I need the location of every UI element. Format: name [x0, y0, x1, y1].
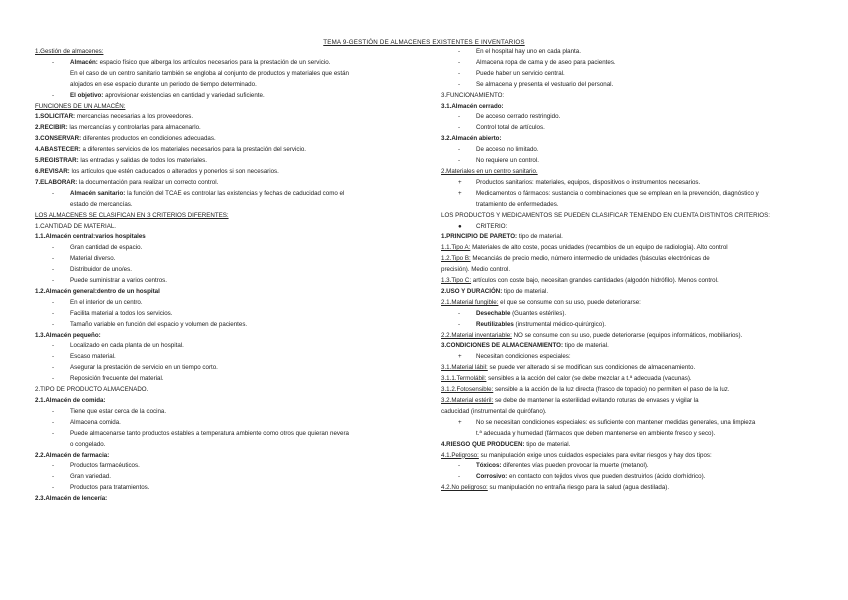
text-line	[441, 167, 813, 178]
text-span: En el hospital hay uno en cada planta.	[476, 48, 581, 55]
list-item	[441, 309, 813, 320]
text-line	[35, 80, 425, 91]
bold-text: 3.2.Almacén abierto:	[441, 135, 502, 143]
bullet-marker: -	[458, 58, 461, 66]
text-line	[441, 265, 813, 276]
text-line	[441, 341, 813, 352]
text-line	[441, 374, 813, 385]
text-span: 1.CANTIDAD DE MATERIAL.	[35, 222, 117, 230]
text-line	[35, 331, 425, 342]
text-line	[441, 363, 813, 374]
text-span: Reposición frecuente del material.	[70, 375, 164, 383]
text-span: el que se consume con su uso, puede deteriorarse:	[498, 298, 641, 306]
list-item	[35, 243, 425, 254]
text-line	[35, 102, 425, 113]
text-span: Puede almacenarse tanto productos estables a temperatura ambiente como otros que quieran nevera	[70, 429, 349, 437]
text-line	[35, 69, 425, 80]
text-span: No se necesitan condiciones especiales: es suficiente con mantener medidas generales, una limpieza	[476, 418, 756, 426]
bold-text: dentro de un hospital	[96, 287, 160, 295]
text-span: Tamaño variable en función del espacio y volumen de pacientes.	[70, 320, 248, 328]
underlined-text: 1.2.Tipo B:	[441, 255, 471, 263]
text-span: precisión). Medio control.	[441, 266, 511, 274]
bold-text: 3.CONSERVAR:	[35, 135, 82, 143]
bullet-marker: -	[52, 342, 55, 350]
underlined-text: 3.1.2.Fotosensible:	[441, 386, 494, 394]
text-span: caducidad (instrumental de quirófano).	[441, 407, 547, 415]
list-item	[441, 47, 813, 58]
right-column	[441, 47, 813, 494]
text-span: tipo de material.	[563, 342, 609, 350]
bullet-marker: -	[52, 58, 55, 66]
text-span: artículos con coste bajo, necesitan grandes cantidades (algodón hidrófilo). Menos control.	[471, 277, 719, 285]
text-line	[35, 222, 425, 233]
bold-text: Tóxicos:	[476, 462, 502, 470]
text-span: Mecanciás de precio medio, número intermedio de unidades (básculas electrónicas de	[470, 255, 710, 263]
list-item	[35, 298, 425, 309]
bullet-marker: -	[52, 320, 55, 328]
underlined-text: 4.2.No peligroso:	[441, 484, 488, 492]
bullet-marker: -	[458, 309, 461, 317]
text-span: (Guantes estériles).	[510, 309, 567, 317]
underlined-text: 1.1.Tipo A:	[441, 244, 471, 252]
underlined-text: 1.3.Tipo C:	[441, 277, 472, 285]
text-line	[35, 112, 425, 123]
text-line	[441, 429, 813, 440]
list-item	[441, 222, 813, 233]
text-span: Control total de artículos.	[476, 124, 545, 132]
list-item	[441, 178, 813, 189]
underlined-text: 3.1.Material lábil:	[441, 364, 488, 372]
bold-text: 2.1.Almacén de comida:	[35, 397, 106, 404]
bold-text: Almacén sanitario:	[70, 189, 126, 197]
text-line	[441, 211, 813, 222]
bold-text: El objetivo:	[70, 91, 104, 99]
bold-text: Corrosivo:	[476, 473, 508, 481]
text-span: Productos para tratamientos.	[70, 484, 150, 492]
text-span: Gran variedad.	[70, 473, 111, 481]
underlined-text: 2.1.Material fungible:	[441, 298, 499, 306]
text-span: aprovisionar existencias en cantidad y variedad suficiente.	[103, 91, 265, 99]
text-line	[35, 232, 425, 243]
list-item	[35, 429, 425, 440]
bullet-marker: -	[52, 375, 55, 383]
bullet-marker: -	[458, 69, 461, 77]
bold-text: 1.SOLICITAR:	[35, 113, 76, 121]
text-span: 3.FUNCIONAMIENTO:	[441, 91, 505, 99]
underlined-text: 2.2.Material inventariable:	[441, 331, 512, 339]
bullet-marker: -	[458, 124, 461, 132]
bold-text: 1.2.Almacén general:	[35, 287, 97, 295]
list-item	[441, 461, 813, 472]
list-item	[441, 189, 813, 200]
bullet-marker: +	[458, 418, 462, 426]
text-line	[441, 200, 813, 211]
text-line	[441, 254, 813, 265]
list-item	[35, 265, 425, 276]
text-line	[441, 102, 813, 113]
list-item	[35, 472, 425, 483]
text-span: Material diverso.	[70, 255, 116, 263]
text-span: sensibles a la acción del calor (se debe mezclar a t.ª adecuada (vacunas).	[486, 375, 692, 383]
text-line	[441, 91, 813, 102]
text-span: los artículos que estén caducados o alterados y ponerlos si son necesarios.	[69, 167, 279, 175]
text-span: Se almacena y presenta el vestuario del personal.	[476, 80, 614, 88]
bullet-marker: -	[52, 244, 55, 252]
text-line	[35, 200, 425, 211]
list-item	[35, 58, 425, 69]
text-line	[441, 276, 813, 287]
bold-text: Reutilizables	[476, 320, 514, 328]
text-line	[35, 167, 425, 178]
text-line	[441, 243, 813, 254]
bullet-marker: -	[52, 462, 55, 470]
bullet-marker: ●	[458, 222, 462, 230]
bold-text: 5.REGISTRAR:	[35, 157, 79, 165]
list-item	[35, 461, 425, 472]
text-line	[35, 211, 425, 222]
text-span: Necesitan condiciones especiales:	[476, 353, 571, 361]
text-line	[441, 440, 813, 451]
bullet-marker: -	[458, 157, 461, 165]
text-line	[35, 494, 425, 505]
text-span: Localizado en cada planta de un hospital.	[70, 342, 184, 350]
underlined-text: FUNCIONES DE UN ALMACÉN:	[35, 102, 126, 110]
text-line	[35, 385, 425, 396]
text-line	[35, 178, 425, 189]
text-span: la función del TCAE es controlar las existencias y fechas de caducidad como el	[125, 189, 345, 197]
text-span: tratamiento de enfermedades.	[476, 200, 559, 208]
text-span: Gran cantidad de espacio.	[70, 244, 143, 252]
list-item	[35, 91, 425, 102]
bullet-marker: -	[458, 48, 461, 55]
bullet-marker: -	[52, 309, 55, 317]
bold-text: 2.3.Almacén de lencería:	[35, 495, 108, 503]
text-span: estado de mercancías.	[70, 200, 133, 208]
underlined-text: 1.Gestión de almacenes:	[35, 48, 104, 55]
bullet-marker: -	[52, 407, 55, 415]
text-span: Tiene que estar cerca de la cocina.	[70, 407, 167, 415]
text-span: Productos sanitarios: materiales, equipos, dispositivos o instrumentos necesarios.	[476, 178, 701, 186]
text-line	[35, 145, 425, 156]
bullet-marker: -	[458, 80, 461, 88]
text-span: tipo de material.	[502, 287, 549, 295]
list-item	[35, 407, 425, 418]
text-line	[35, 123, 425, 134]
bullet-marker: -	[458, 473, 461, 481]
text-span: Productos farmacéuticos.	[70, 462, 140, 470]
underlined-text: 2.Materiales en un centro sanitario.	[441, 167, 538, 175]
list-item	[441, 156, 813, 167]
text-span: Materiales de alto coste, pocas unidades (recambios de un equipo de radiología). Alto control	[470, 244, 728, 252]
text-line	[441, 287, 813, 298]
text-line	[35, 287, 425, 298]
list-item	[35, 309, 425, 320]
text-span: Puede suministrar a varios centros.	[70, 277, 167, 285]
bullet-marker: -	[52, 353, 55, 361]
text-span: En el interior de un centro.	[70, 298, 143, 306]
text-span: sensible a la acción de la luz directa (frasco de topacio) no permiten el paso de la luz.	[493, 386, 730, 394]
text-line	[35, 134, 425, 145]
bold-text: 4.ABASTECER:	[35, 146, 81, 154]
underlined-text: 3.1.1.Termolábil:	[441, 375, 487, 383]
text-span: las entradas y salidas de todos los materiales.	[78, 157, 207, 165]
text-line	[35, 451, 425, 462]
text-span: diferentes vías pueden provocar la muerte (metanol).	[501, 462, 649, 470]
list-item	[35, 276, 425, 287]
text-line	[441, 134, 813, 145]
bullet-marker: -	[52, 418, 55, 426]
bullet-marker: -	[52, 91, 55, 99]
document-title: TEMA 9-GESTIÓN DE ALMACENES EXISTENTES E INVENTARIOS	[323, 39, 525, 46]
list-item	[35, 418, 425, 429]
bullet-marker: -	[458, 462, 461, 470]
list-item	[441, 352, 813, 363]
text-line	[441, 298, 813, 309]
bullet-marker: +	[458, 189, 462, 197]
bullet-marker: -	[458, 146, 461, 154]
text-span: Facilita material a todos los servicios.	[70, 309, 173, 317]
list-item	[441, 123, 813, 134]
bold-text: 2.USO Y DURACIÓN:	[441, 287, 503, 295]
bullet-marker: -	[52, 364, 55, 372]
text-line	[35, 440, 425, 451]
bold-text: 1.1.Almacén central:	[35, 233, 96, 241]
list-item	[35, 374, 425, 385]
list-item	[35, 189, 425, 200]
text-line	[441, 331, 813, 342]
text-span: alojados en ese espacio durante un periodo de tiempo determinado.	[70, 80, 257, 88]
text-line	[441, 396, 813, 407]
text-span: (instrumental médico-quirúrgico).	[513, 320, 606, 328]
bold-text: 2.2.Almacén de farmacia:	[35, 451, 110, 459]
bold-text: Desechable	[476, 309, 511, 317]
text-line	[35, 156, 425, 167]
bullet-marker: -	[52, 266, 55, 274]
text-line	[441, 232, 813, 243]
bold-text: 3.1.Almacén cerrado:	[441, 102, 504, 110]
text-span: CRITERIO:	[476, 222, 508, 230]
text-span: LOS PRODUCTOS Y MEDICAMENTOS SE PUEDEN CLASIFICAR TENIENDO EN CUENTA DISTINTOS CRITERIOS:	[441, 211, 770, 219]
underlined-text: 3.2.Material estéril:	[441, 397, 494, 404]
text-span: Puede haber un servicio central.	[476, 69, 565, 77]
text-span: la documentación para realizar un correcto control.	[77, 178, 219, 186]
text-span: mercancías necesarias a los proveedores.	[75, 113, 194, 121]
text-span: su manipulación exige unos cuidados especiales para evitar riesgos y hay dos tipos:	[478, 451, 712, 459]
text-span: Distribuidor de uno/es.	[70, 266, 132, 274]
text-span: Escaso material.	[70, 353, 116, 361]
text-line	[441, 451, 813, 462]
text-span: las mercancías y controlarlas para almacenarlo.	[67, 124, 201, 132]
text-span: espacio físico que alberga los artículos necesarios para la prestación de un servicio.	[97, 58, 331, 66]
underlined-text: 4.1.Peligroso:	[441, 451, 479, 459]
text-line	[441, 483, 813, 494]
text-span: tipo de material.	[517, 233, 563, 241]
list-item	[35, 320, 425, 331]
text-span: a diferentes servicios de los materiales necesarios para la prestación del servicio.	[80, 146, 306, 154]
list-item	[35, 254, 425, 265]
bold-text: Almacén:	[70, 58, 98, 66]
bold-text: varios hospitales	[95, 233, 146, 241]
bold-text: 2.RECIBIR:	[35, 124, 68, 132]
bullet-marker: -	[52, 255, 55, 263]
list-item	[441, 69, 813, 80]
bold-text: 1.3.Almacén pequeño:	[35, 331, 101, 339]
bullet-marker: +	[458, 353, 462, 361]
bullet-marker: -	[52, 189, 55, 197]
text-line	[441, 385, 813, 396]
text-span: Asegurar la prestación de servicio en un tiempo corto.	[70, 364, 218, 372]
bullet-marker: -	[458, 320, 461, 328]
text-line	[441, 407, 813, 418]
text-line	[35, 47, 425, 58]
underlined-text: LOS ALMACENES SE CLASIFICAN EN 3 CRITERIOS DIFERENTES:	[35, 211, 229, 219]
bullet-marker: -	[458, 113, 461, 121]
text-span: en contacto con tejidos vivos que pueden destruirlos (ácido clorhídrico).	[507, 473, 706, 481]
text-span: 2.TIPO DE PRODUCTO ALMACENADO.	[35, 386, 149, 394]
text-line	[35, 396, 425, 407]
text-span: No requiere un control.	[476, 157, 539, 165]
left-column	[35, 47, 425, 505]
bold-text: 7.ELABORAR:	[35, 178, 78, 186]
list-item	[35, 341, 425, 352]
bullet-marker: +	[458, 178, 462, 186]
bullet-marker: -	[52, 473, 55, 481]
list-item	[441, 145, 813, 156]
text-span: Almacena ropa de cama y de aseo para pacientes.	[476, 58, 616, 66]
list-item	[441, 418, 813, 429]
list-item	[441, 472, 813, 483]
list-item	[441, 80, 813, 91]
text-span: diferentes productos en condiciones adecuadas.	[81, 135, 216, 143]
bold-text: 3.CONDICIONES DE ALMACENAMIENTO:	[441, 342, 564, 350]
text-span: Almacena comida.	[70, 418, 121, 426]
bold-text: 1.PRINCIPIO DE PARETO:	[441, 233, 518, 241]
bold-text: 6.REVISAR:	[35, 167, 70, 175]
bold-text: 4.RIESGO QUE PRODUCEN:	[441, 440, 525, 448]
bullet-marker: -	[52, 298, 55, 306]
list-item	[35, 363, 425, 374]
list-item	[441, 320, 813, 331]
list-item	[35, 483, 425, 494]
bullet-marker: -	[52, 484, 55, 492]
bullet-marker: -	[52, 429, 55, 437]
text-span: De acceso no limitado.	[476, 146, 539, 154]
text-span: su manipulación no entraña riesgo para la salud (agua destilada).	[487, 484, 670, 492]
text-span: Medicamentos o fármacos: sustancia o combinaciones que se emplean en la prevención, diagnóstico y	[476, 189, 759, 197]
text-span: se debe de mantener la esterilidad evitando roturas de envases y vigilar la	[493, 397, 699, 404]
text-span: t.ª adecuada y humedad (fármacos que deben mantenerse en ambiente fresco y seco).	[476, 429, 716, 437]
text-span: De acceso cerrado restringido.	[476, 113, 561, 121]
bullet-marker: -	[52, 277, 55, 285]
text-span: NO se consume con su uso, puede deteriorarse (equipos informáticos, mobiliarios).	[511, 331, 743, 339]
list-item	[35, 352, 425, 363]
list-item	[441, 58, 813, 69]
text-span: tipo de material.	[524, 440, 571, 448]
text-span: En el caso de un centro sanitario también se engloba al conjunto de productos y materiales que están	[70, 69, 349, 77]
text-span: o congelado.	[70, 440, 106, 448]
text-span: se puede ver alterado si se modifican sus condiciones de almacenamiento.	[487, 364, 696, 372]
list-item	[441, 112, 813, 123]
